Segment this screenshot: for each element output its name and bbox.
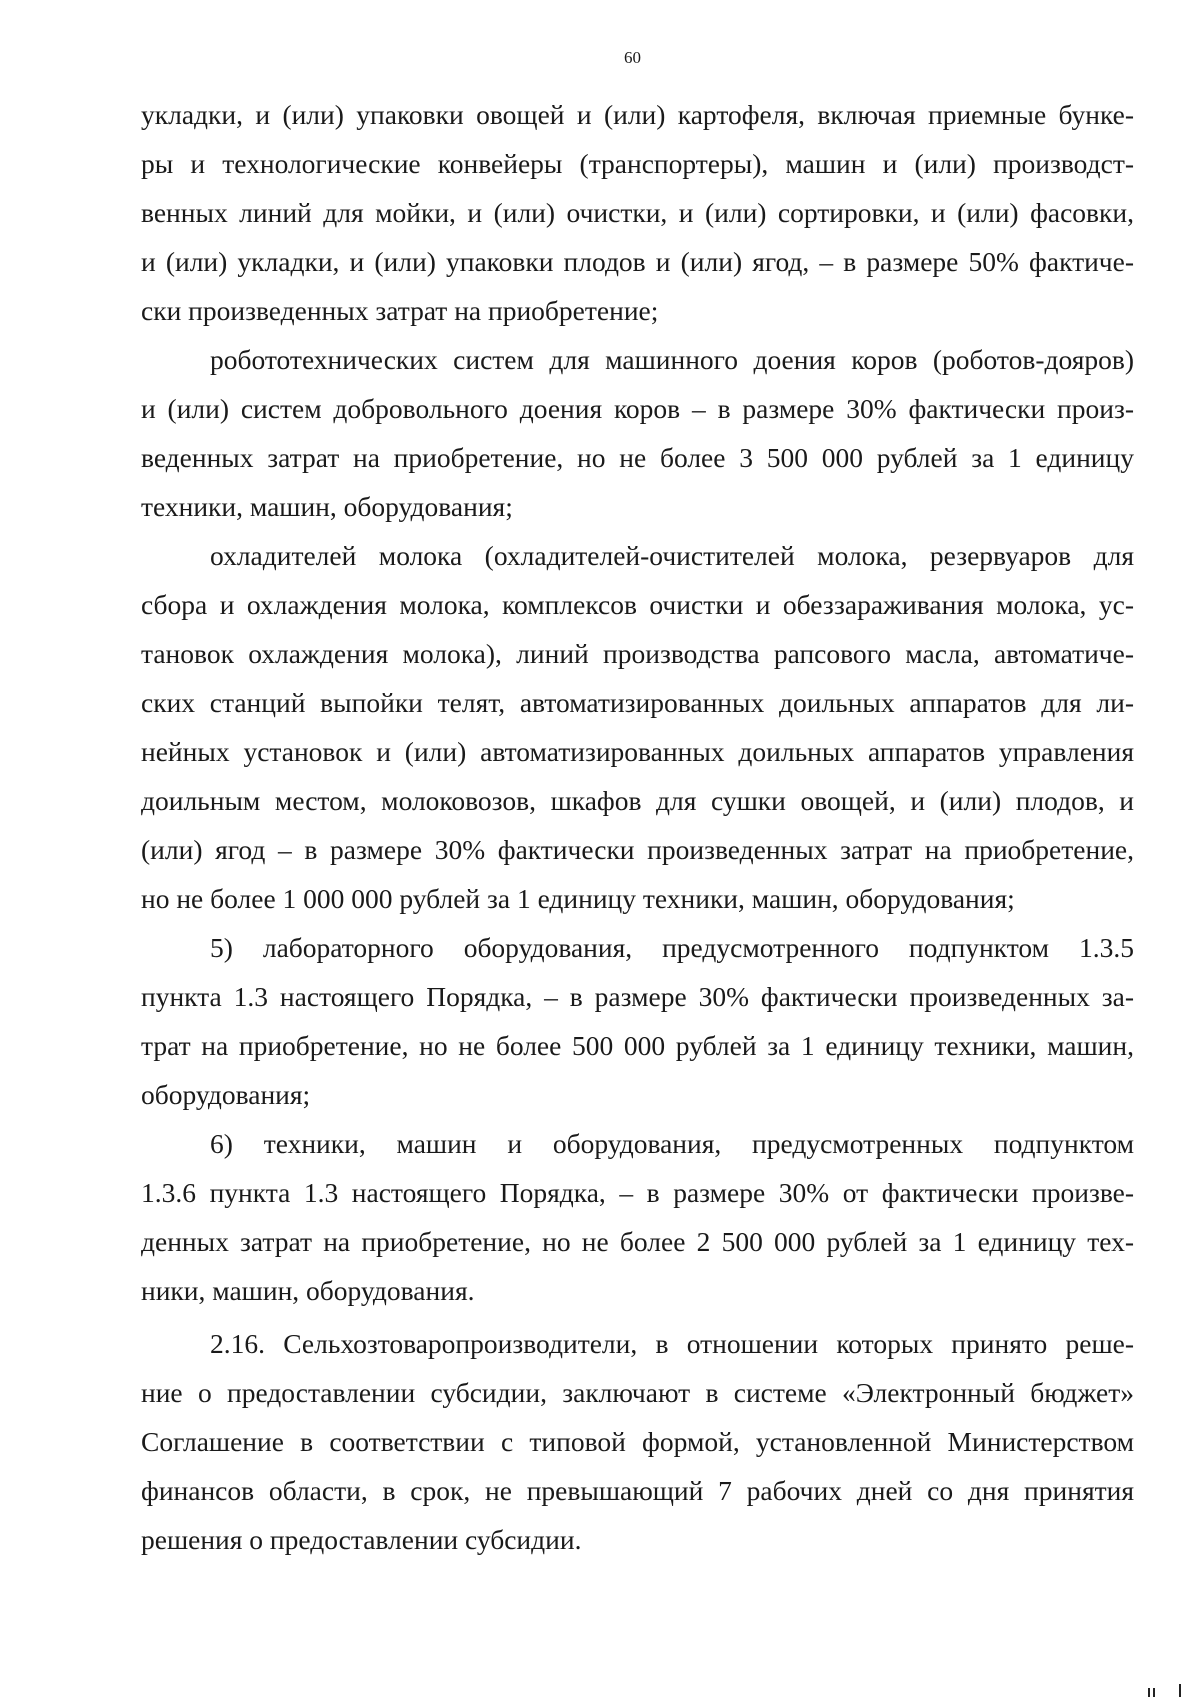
text-line: ски произведенных затрат на приобретение;	[141, 295, 659, 326]
text-line: техники, машин, оборудования;	[141, 491, 513, 522]
scan-mark	[1153, 1688, 1155, 1697]
text-line: 5) лабораторного оборудования, предусмотренного подпунктом 1.3.5	[210, 932, 1134, 963]
text-line: и (или) систем добровольного доения коров – в размере 30% фактически произ-	[141, 393, 1134, 424]
text-line: укладки, и (или) упаковки овощей и (или) картофеля, включая приемные бунке-	[141, 99, 1134, 130]
paragraph-container-list	[141, 90, 1134, 1564]
paragraph	[141, 90, 1134, 335]
text-line: (или) ягод – в размере 30% фактически произведенных затрат на приобретение,	[141, 834, 1134, 865]
text-line: ских станций выпойки телят, автоматизированных доильных аппаратов для ли-	[141, 687, 1134, 718]
text-line: и (или) укладки, и (или) упаковки плодов и (или) ягод, – в размере 50% фактиче-	[141, 246, 1134, 277]
text-line: 1.3.6 пункта 1.3 настоящего Порядка, – в размере 30% от фактически произве-	[141, 1177, 1134, 1208]
paragraph	[141, 923, 1134, 1119]
text-line: финансов области, в срок, не превышающий 7 рабочих дней со дня принятия	[141, 1475, 1134, 1506]
paragraph	[141, 1319, 1134, 1564]
text-line: решения о предоставлении субсидии.	[141, 1524, 582, 1555]
text-line: трат на приобретение, но не более 500 000 рублей за 1 единицу техники, машин,	[141, 1030, 1134, 1061]
text-line: охладителей молока (охладителей-очистителей молока, резервуаров для	[210, 540, 1134, 571]
text-line: но не более 1 000 000 рублей за 1 единицу техники, машин, оборудования;	[141, 883, 1015, 914]
text-line: ние о предоставлении субсидии, заключают в системе «Электронный бюджет»	[141, 1377, 1134, 1408]
text-line: пункта 1.3 настоящего Порядка, – в размере 30% фактически произведенных за-	[141, 981, 1134, 1012]
text-line: Соглашение в соответствии с типовой формой, установленной Министерством	[141, 1426, 1134, 1457]
text-line: доильным местом, молоковозов, шкафов для сушки овощей, и (или) плодов, и	[141, 785, 1134, 816]
text-line: веденных затрат на приобретение, но не более 3 500 000 рублей за 1 единицу	[141, 442, 1134, 473]
document-body	[141, 90, 1134, 1564]
text-line: ры и технологические конвейеры (транспортеры), машин и (или) производст-	[141, 148, 1134, 179]
text-line: нейных установок и (или) автоматизированных доильных аппаратов управления	[141, 736, 1134, 767]
text-line: ники, машин, оборудования.	[141, 1275, 475, 1306]
scan-mark	[1148, 1688, 1150, 1697]
text-line: венных линий для мойки, и (или) очистки, и (или) сортировки, и (или) фасовки,	[141, 197, 1134, 228]
text-line: 6) техники, машин и оборудования, предусмотренных подпунктом	[210, 1128, 1134, 1159]
paragraph	[141, 531, 1134, 923]
text-line: 2.16. Сельхозтоваропроизводители, в отношении которых принято реше-	[210, 1328, 1134, 1359]
page-number: 60	[624, 48, 641, 67]
text-line: робототехнических систем для машинного доения коров (роботов-дояров)	[210, 344, 1134, 375]
text-line: оборудования;	[141, 1079, 311, 1110]
text-line: сбора и охлаждения молока, комплексов очистки и обеззараживания молока, ус-	[141, 589, 1134, 620]
paragraph	[141, 1119, 1134, 1315]
scan-edge-marks	[1148, 1684, 1182, 1697]
text-line: денных затрат на приобретение, но не более 2 500 000 рублей за 1 единицу тех-	[141, 1226, 1134, 1257]
paragraph	[141, 335, 1134, 531]
text-line: тановок охлаждения молока), линий производства рапсового масла, автоматиче-	[141, 638, 1134, 669]
scan-mark	[1179, 1684, 1181, 1697]
